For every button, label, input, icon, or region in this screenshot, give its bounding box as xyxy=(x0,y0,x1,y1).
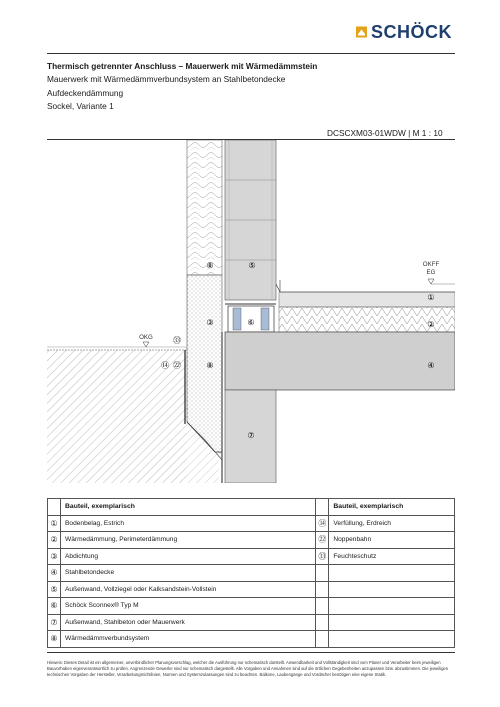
subtitle-line-1: Mauerwerk mit Wärmedämmverbundsystem an Stahlbetondecke xyxy=(47,74,286,84)
legend-number: ④ xyxy=(48,565,61,582)
legend-row xyxy=(48,532,455,549)
label-4: ④ xyxy=(427,361,435,370)
subtitle-line-3: Sockel, Variante 1 xyxy=(47,101,114,111)
label-22: ㉒ xyxy=(173,361,181,370)
legend-row xyxy=(48,581,455,598)
legend-label xyxy=(329,631,455,648)
legend-number xyxy=(316,614,329,631)
legend-number: ⑥ xyxy=(48,598,61,615)
concrete-slab xyxy=(225,332,455,390)
legend-number: ① xyxy=(48,515,61,532)
legend-number: ⑤ xyxy=(48,581,61,598)
legend-label: Wärmedämmverbundsystem xyxy=(61,631,316,648)
legend-header-right: Bauteil, exemplarisch xyxy=(329,499,455,516)
legend-label: Noppenbahn xyxy=(329,532,455,549)
legend-header-row xyxy=(48,499,455,516)
okff-label: OKFF xyxy=(422,261,440,268)
legend-label: Bodenbelag, Estrich xyxy=(61,515,316,532)
legend-number: ③ xyxy=(48,548,61,565)
legend-label: Verfüllung, Erdreich xyxy=(329,515,455,532)
legend-number: ⑭ xyxy=(316,515,329,532)
schoeck-logo xyxy=(356,17,452,47)
label-8-top: ⑧ xyxy=(206,261,214,270)
legend-header-left: Bauteil, exemplarisch xyxy=(61,499,316,516)
legend-label: Wärmedämmung, Perimeterdämmung xyxy=(61,532,316,549)
eg-label: EG xyxy=(426,269,436,276)
label-8-bottom: ⑧ xyxy=(206,361,214,370)
schoeck-logo-icon xyxy=(356,21,367,43)
okg-label: OKG xyxy=(139,334,153,341)
label-1: ① xyxy=(427,293,435,302)
legend-row xyxy=(48,631,455,648)
component-legend-table xyxy=(47,498,455,648)
legend-label xyxy=(329,565,455,582)
legend-number xyxy=(316,565,329,582)
legend-row xyxy=(48,565,455,582)
label-5: ⑤ xyxy=(248,261,256,270)
okff-marker xyxy=(428,279,455,284)
legend-label: Abdichtung xyxy=(61,548,316,565)
wdvs-insulation xyxy=(187,140,222,275)
okg-marker xyxy=(143,342,149,347)
page-title: Thermisch getrennter Anschluss – Mauerwerk mit Wärmedämmstein xyxy=(47,61,318,71)
drawing-code: DCSCXM03-01WDW | M 1 : 10 xyxy=(327,128,443,138)
legend-number: ② xyxy=(48,532,61,549)
label-7: ⑦ xyxy=(247,431,255,440)
disclaimer-note: Hinweis: Dieses Detail ist ein allgemeiner, unverbindlicher Planungsvorschlag, welcher die Ausführung nur schematisch darstellt. Anwendbarkeit und Vollständigkeit sind vom Planer und Verarbeiter beim jeweiligen Bauvorhaben eigenverantwortlich zu prüfen. Angrenzende Gewerke sind nur schematisch dargestellt. Alle Vorgaben und Annahmen sind auf die örtlichen Gegebenheiten anzupassen bzw. abzustimmen. Die jeweiligen technischen Vorgaben der Hersteller, Verarbeitungsrichtlinien, Normen und Systemzulassungen sind zu beachten. Balkone, Laubengänge und Vordächer benötigen eine eigene Statik. xyxy=(47,660,449,678)
legend-number: ⑦ xyxy=(48,614,61,631)
legend-row xyxy=(48,548,455,565)
construction-detail-drawing xyxy=(47,140,455,483)
legend-number xyxy=(316,631,329,648)
legend-number: ㉝ xyxy=(316,548,329,565)
label-3-wall: ③ xyxy=(206,318,214,327)
legend-label xyxy=(329,581,455,598)
label-2: ② xyxy=(427,320,435,329)
legend-label: Schöck Sconnex® Typ M xyxy=(61,598,316,615)
legend-row xyxy=(48,598,455,615)
legend-number xyxy=(316,581,329,598)
label-33: ㉝ xyxy=(173,336,181,345)
legend-label: Außenwand, Stahlbeton oder Mauerwerk xyxy=(61,614,316,631)
legend-number: ⑧ xyxy=(48,631,61,648)
legend-row xyxy=(48,614,455,631)
header-rule xyxy=(47,53,455,54)
legend-label: Feuchteschutz xyxy=(329,548,455,565)
brand-name: SCHÖCK xyxy=(370,21,452,42)
label-6: ⑥ xyxy=(247,318,255,327)
legend-number xyxy=(316,598,329,615)
legend-label: Stahlbetondecke xyxy=(61,565,316,582)
legend-number: ㉒ xyxy=(316,532,329,549)
label-14: ⑭ xyxy=(161,361,169,370)
legend-label xyxy=(329,614,455,631)
legend-label: Außenwand, Vollziegel oder Kalksandstein-Vollstein xyxy=(61,581,316,598)
legend-label xyxy=(329,598,455,615)
subtitle-line-2: Aufdeckendämmung xyxy=(47,88,124,98)
footer-rule xyxy=(47,652,455,653)
legend-row xyxy=(48,515,455,532)
